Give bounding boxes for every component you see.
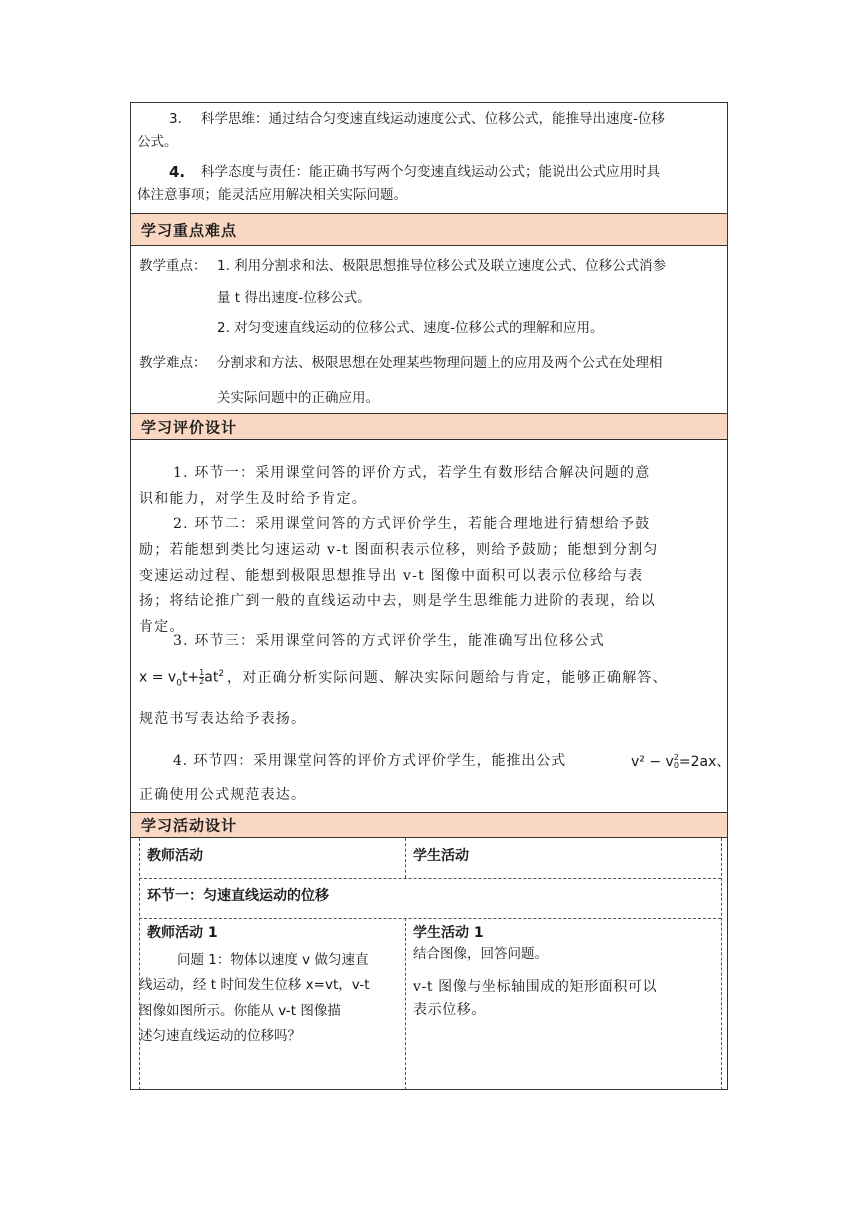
student-activity-1-text: 结合图像，回答问题。 — [413, 946, 548, 962]
objective-4-number: 4. — [169, 163, 186, 181]
evaluation-item-4: 4. 环节四：采用课堂问答的评价方式评价学生，能推出公式 — [173, 753, 567, 769]
objective-4-text-cont: 体注意事项；能灵活应用解决相关实际问题。 — [137, 187, 407, 203]
evaluation-item-2-cont: 变速运动过程、能想到极限思想推导出 v-t 图像中面积可以表示位移给与表 — [139, 568, 644, 584]
evaluation-item-2-cont: 励；若能想到类比匀速运动 v-t 图面积表示位移，则给予鼓励；能想到分割匀 — [139, 542, 659, 558]
student-activity-1-answer: v-t 图像与坐标轴围成的矩形面积可以 — [413, 979, 658, 995]
evaluation-item-3-cont: ，对正确分析实际问题、解决实际问题给与肯定，能够正确解答、 — [227, 670, 668, 686]
evaluation-header — [131, 414, 727, 439]
key-point-label: 教学重点： — [139, 258, 207, 274]
evaluation-title: 学习评价设计 — [141, 418, 238, 436]
teacher-activity-1-title: 教师活动 1 — [147, 925, 218, 941]
student-activity-1-answer-cont: 表示位移。 — [413, 1002, 486, 1018]
key-points-header — [131, 214, 727, 245]
evaluation-item-3: 3. 环节三：采用课堂问答的方式评价学生，能准确写出位移公式 — [173, 633, 605, 649]
evaluation-item-1: 1. 环节一：采用课堂问答的评价方式，若学生有数形结合解决问题的意 — [173, 465, 651, 481]
evaluation-item-2-cont: 扬；将结论推广到一般的直线运动中去，则是学生思维能力进阶的表现，给以 — [139, 593, 656, 609]
activities-header — [131, 813, 727, 837]
section-1-title: 环节一：匀速直线运动的位移 — [147, 888, 329, 904]
objective-3-text-cont: 公式。 — [137, 134, 178, 150]
evaluation-item-2-cont: 肯定。 — [139, 619, 185, 635]
lesson-plan-table — [130, 102, 731, 1090]
teacher-activity-1-question-cont: 线运动，经 t 时间发生位移 x=vt，v-t — [139, 977, 370, 993]
objective-3-number: 3. — [169, 111, 182, 127]
key-point-2: 2. 对匀变速直线运动的位移公式、速度-位移公式的理解和应用。 — [217, 320, 604, 336]
objective-4-text: 科学态度与责任：能正确书写两个匀变速直线运动公式；能说出公式应用时具 — [201, 164, 660, 180]
student-activity-1-title: 学生活动 1 — [413, 925, 484, 941]
evaluation-item-1-cont: 识和能力，对学生及时给予肯定。 — [139, 491, 367, 507]
teacher-activity-column-header: 教师活动 — [147, 848, 203, 864]
key-points-title: 学习重点难点 — [141, 221, 238, 239]
teacher-activity-1-question-cont: 述匀速直线运动的位移吗？ — [139, 1028, 301, 1044]
displacement-formula: $x = v_0t+$ $\frac{1}{2}$ $at^2$ — [139, 668, 225, 689]
key-point-1: 1. 利用分割求和法、极限思想推导位移公式及联立速度公式、位移公式消参 — [217, 258, 667, 274]
difficulty-text: 分割求和方法、极限思想在处理某些物理问题上的应用及两个公式在处理相 — [217, 355, 663, 371]
velocity-displacement-formula: v² − v 2 0 =2ax、 — [631, 753, 731, 770]
difficulty-label: 教学难点： — [139, 355, 207, 371]
activities-title: 学习活动设计 — [141, 816, 238, 835]
teacher-activity-1-question-cont: 图像如图所示。你能从 v-t 图像描 — [139, 1003, 341, 1019]
evaluation-item-2: 2. 环节二：采用课堂问答的方式评价学生，若能合理地进行猜想给予鼓 — [173, 516, 651, 532]
objective-3-text: 科学思维：通过结合匀变速直线运动速度公式、位移公式，能推导出速度-位移 — [201, 111, 665, 127]
difficulty-text-cont: 关实际问题中的正确应用。 — [217, 390, 379, 406]
evaluation-item-3-cont: 规范书写表达给予表扬。 — [139, 711, 307, 727]
key-point-1-cont: 量 t 得出速度-位移公式。 — [217, 290, 371, 306]
teacher-activity-1-question: 问题 1：物体以速度 v 做匀速直 — [177, 952, 369, 968]
student-activity-column-header: 学生活动 — [413, 848, 469, 864]
evaluation-item-4-cont: 正确使用公式规范表达。 — [139, 787, 307, 803]
